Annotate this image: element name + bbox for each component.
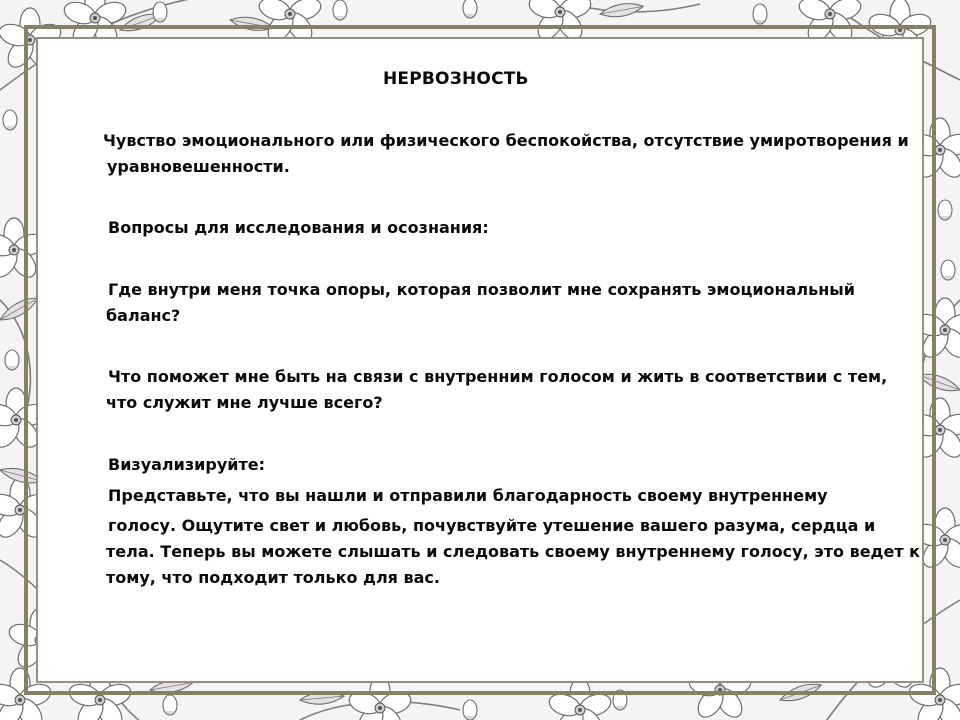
- page-title: НЕРВОЗНОСТЬ: [383, 69, 529, 89]
- visualization-line-2: голосу. Ощутите свет и любовь, почувствуйте утешение вашего разума, сердца и: [108, 516, 876, 535]
- visualization-line-1: Представьте, что вы нашли и отправили благодарность своему внутреннему: [108, 486, 828, 505]
- definition-line-2: уравновешенности.: [107, 157, 290, 176]
- definition-paragraph: [103, 128, 909, 180]
- question-1-line-2: баланс?: [106, 306, 181, 325]
- question-2: [106, 364, 887, 416]
- visualization-paragraph: [106, 483, 920, 591]
- question-1: [106, 277, 855, 329]
- questions-heading: Вопросы для исследования и осознания:: [108, 218, 489, 237]
- question-2-line-1: Что поможет мне быть на связи с внутренним голосом и жить в соответствии с тем,: [108, 367, 888, 386]
- visualization-line-3: тела. Теперь вы можете слышать и следовать своему внутреннему голосу, это ведет к: [106, 542, 921, 561]
- visualization-line-4: тому, что подходит только для вас.: [106, 568, 440, 587]
- question-2-line-2: что служит мне лучше всего?: [106, 393, 383, 412]
- question-1-line-1: Где внутри меня точка опоры, которая позволит мне сохранять эмоциональный: [108, 280, 855, 299]
- visualize-heading: Визуализируйте:: [108, 455, 265, 474]
- definition-line-1: Чувство эмоционального или физического беспокойства, отсутствие умиротворения и: [103, 131, 909, 150]
